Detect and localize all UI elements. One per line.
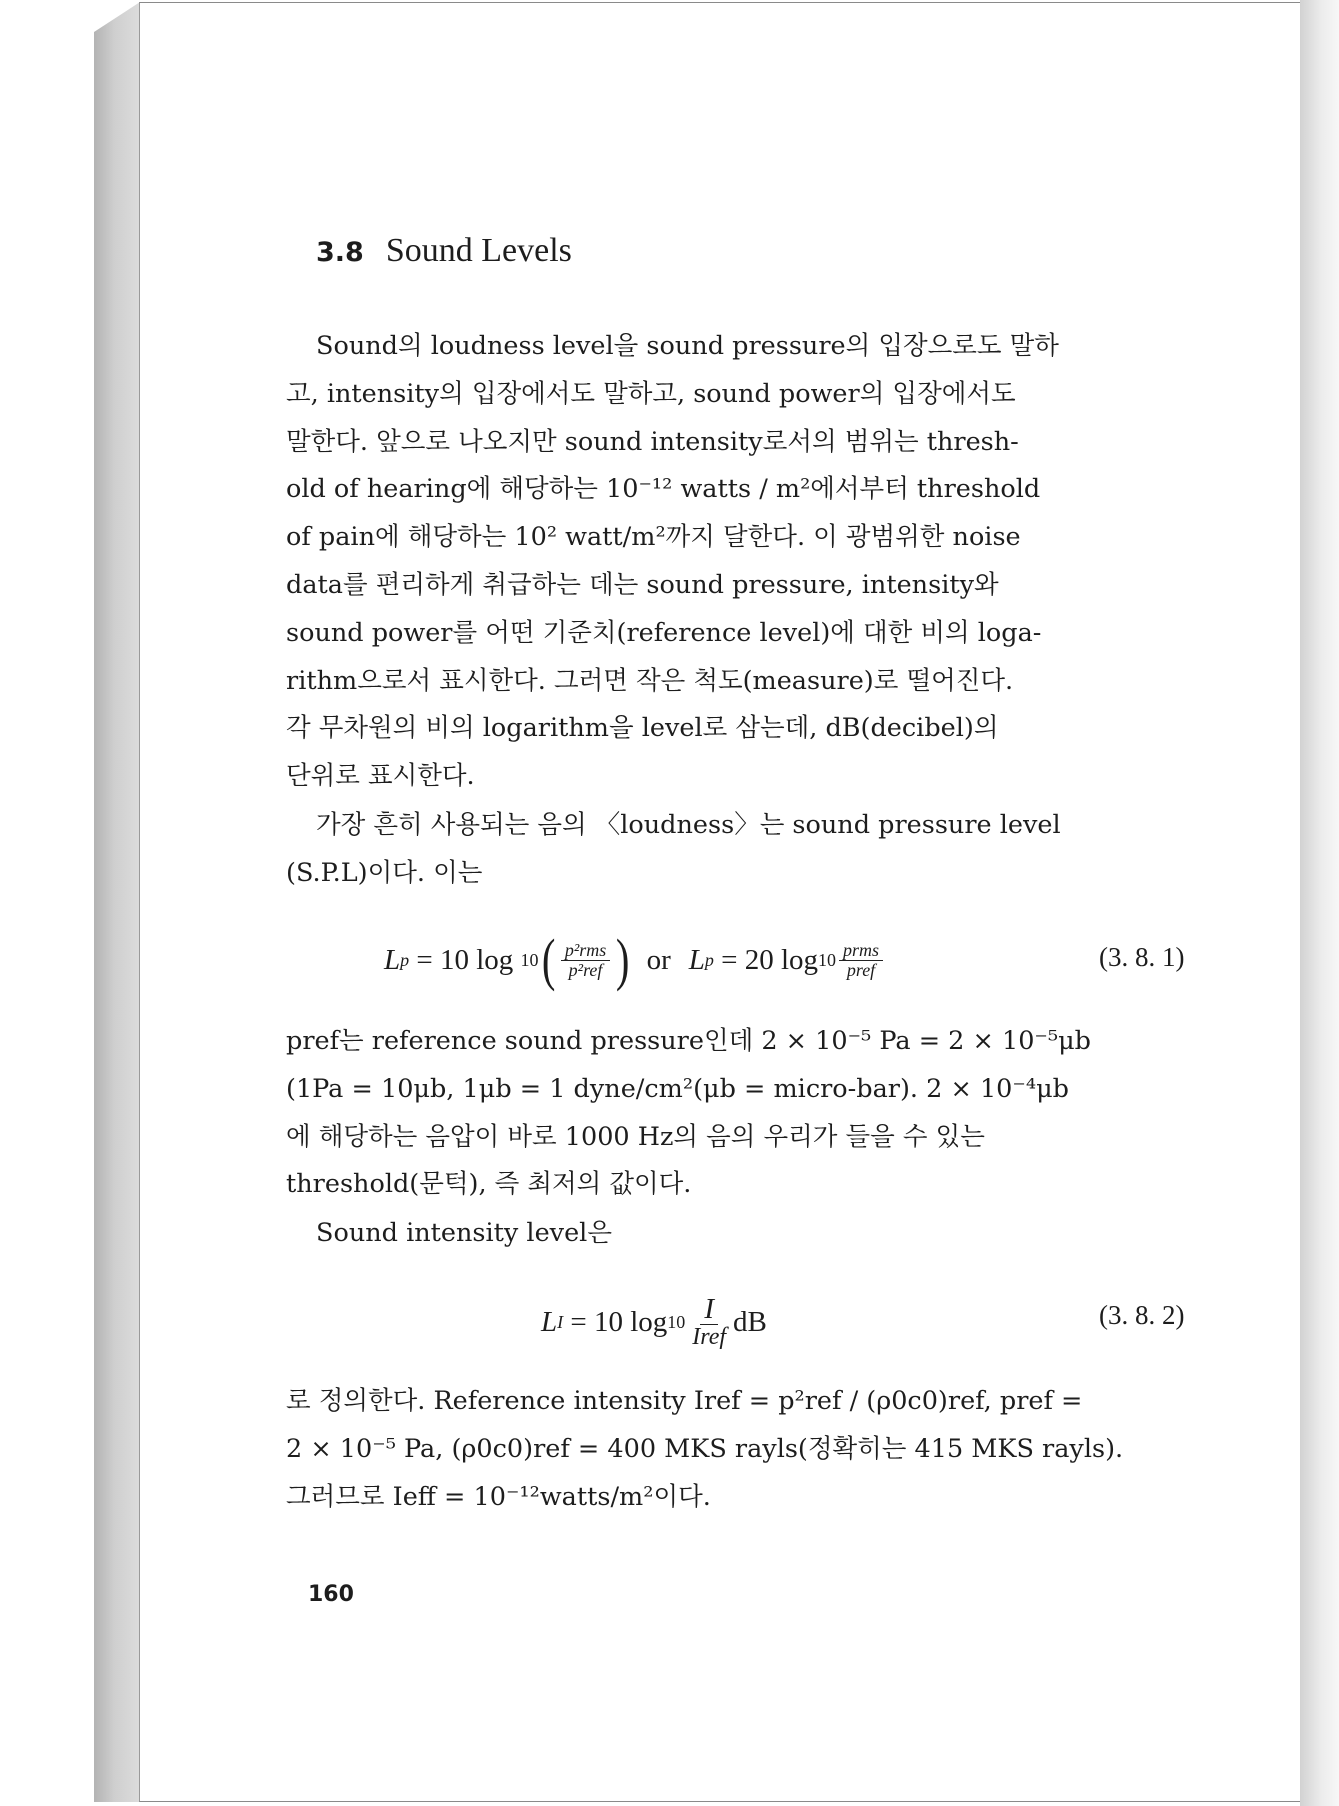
section-heading [316,232,572,270]
fraction-denominator: Iref [692,1324,727,1351]
page-border [139,2,1307,1802]
fraction-numerator: prms [839,941,883,961]
equation-number: (3. 8. 2) [1099,1300,1185,1330]
paragraph-3 [286,1018,1200,1209]
text-line: Sound intensity level은 [316,1218,612,1248]
text-line: threshold(문턱), 즉 최저의 값이다. [286,1169,692,1200]
fraction [839,941,883,980]
text-line: 2 × 10⁻⁵ Pa, (ρ0c0)ref = 400 MKS rayls(정확히는 415 MKS rayls). [286,1433,1124,1464]
eq-text: or [646,943,671,976]
section-number: 3.8 [316,237,364,268]
eq-text: = 10 log [563,1305,668,1338]
text-line: old of hearing에 해당하는 10⁻¹² watts / m²에서부터 threshold [286,474,1041,505]
eq-subscript: p [704,949,714,970]
paragraph-5 [286,1378,1200,1521]
fraction [561,941,610,980]
page-edge-shadow [1300,0,1339,1806]
eq-subscript: p [400,949,410,970]
fraction-numerator: p²rms [561,941,610,961]
eq-subscript: I [557,1311,564,1332]
text-line: 말한다. 앞으로 나오지만 sound intensity로서의 범위는 thresh- [286,426,1019,457]
text-line: 에 해당하는 음압이 바로 1000 Hz의 음의 우리가 들을 수 있는 [286,1121,985,1152]
eq-text: = 10 log [409,943,521,976]
text-line: data를 편리하게 취급하는 데는 sound pressure, intensity와 [286,569,999,600]
text-line: of pain에 해당하는 10² watt/m²까지 달한다. 이 광범위한 noise [286,522,1021,553]
eq-subscript: 10 [818,949,837,970]
eq-subscript: 10 [520,949,539,970]
eq-subscript: 10 [667,1311,686,1332]
book-spine [94,2,140,1802]
eq-symbol: L [688,943,705,976]
fraction [688,1294,730,1351]
eq-unit: dB [733,1305,767,1338]
text-line: pref는 reference sound pressure인데 2 × 10⁻⁵ Pa = 2 × 10⁻⁵μb [286,1026,1091,1056]
text-line: (1Pa = 10μb, 1μb = 1 dyne/cm²(μb = micro-bar). 2 × 10⁻⁴μb [286,1073,1069,1104]
section-title: Sound Levels [385,232,572,269]
text-line: 각 무차원의 비의 logarithm을 level로 삼는데, dB(decibel)의 [286,713,999,744]
text-line: rithm으로서 표시한다. 그러면 작은 척도(measure)로 떨어진다. [286,665,1014,696]
text-line: 가장 흔히 사용되는 음의 〈loudness〉는 sound pressure level [316,810,1061,840]
equation-3-8-1 [384,916,886,1004]
equation-number: (3. 8. 1) [1099,942,1185,972]
eq-symbol: L [384,943,401,976]
eq-symbol: L [541,1305,558,1338]
eq-text: = 20 log [713,943,819,976]
paragraph-4 [286,1210,1200,1258]
paragraph-1 [286,323,1200,801]
text-line: 로 정의한다. Reference intensity Iref = p²ref / (ρ0c0)ref, pref = [286,1386,1083,1416]
fraction-numerator: I [700,1294,718,1325]
fraction-denominator: p²ref [568,959,603,980]
text-line: sound power를 어떤 기준치(reference level)에 대한 비의 loga- [286,617,1042,648]
eq-paren-close: ) [616,927,630,992]
text-line: 단위로 표시한다. [286,761,475,792]
fraction-denominator: pref [846,959,876,980]
text-line: Sound의 loudness level을 sound pressure의 입장으로도 말하 [316,331,1059,361]
text-line: 그러므로 Ieff = 10⁻¹²watts/m²이다. [286,1481,711,1512]
text-line: 고, intensity의 입장에서도 말하고, sound power의 입장에서도 [286,378,1016,409]
eq-paren-open: ( [541,927,555,992]
paragraph-2 [286,802,1200,898]
page-number: 160 [308,1582,354,1607]
text-line: (S.P.L)이다. 이는 [286,857,483,888]
equation-3-8-2 [541,1282,767,1362]
